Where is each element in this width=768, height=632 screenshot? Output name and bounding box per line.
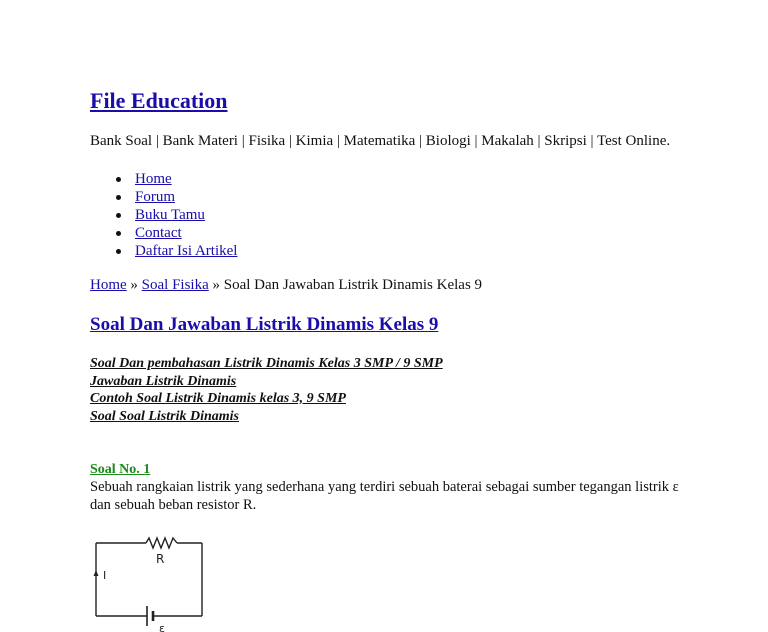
keyword-link[interactable]: Soal Soal Listrik Dinamis xyxy=(90,408,239,424)
site-title-link[interactable]: File Education xyxy=(90,88,228,113)
circuit-wires xyxy=(96,538,202,616)
breadcrumb-separator: » xyxy=(208,277,224,293)
nav-link-buku-tamu[interactable]: Buku Tamu xyxy=(135,207,205,223)
breadcrumb xyxy=(90,277,482,294)
nav-item-home xyxy=(90,170,237,188)
breadcrumb-current: Soal Dan Jawaban Listrik Dinamis Kelas 9 xyxy=(223,277,483,293)
article-title-link[interactable]: Soal Dan Jawaban Listrik Dinamis Kelas 9 xyxy=(90,314,439,335)
keyword-link[interactable]: Soal Dan pembahasan Listrik Dinamis Kelas 3 SMP / 9 SMP xyxy=(90,356,443,371)
nav-item-daftar-isi xyxy=(90,242,237,260)
resistor-symbol xyxy=(146,538,177,548)
circuit-diagram xyxy=(90,532,220,632)
source-label: ε xyxy=(159,622,165,632)
nav-link-forum[interactable]: Forum xyxy=(135,189,176,205)
resistor-label: R xyxy=(156,552,165,566)
bullet-icon xyxy=(116,249,121,254)
current-label: I xyxy=(103,569,107,582)
breadcrumb-category-link[interactable]: Soal Fisika xyxy=(141,277,209,293)
keyword-link[interactable]: Contoh Soal Listrik Dinamis kelas 3, 9 SMP xyxy=(90,391,346,406)
main-nav xyxy=(90,170,237,260)
current-arrow-icon xyxy=(94,570,99,576)
battery-symbol xyxy=(147,606,153,626)
question-text: Sebuah rangkaian listrik yang sederhana yang terdiri sebuah baterai sebagai sumber tegangan listrik ε dan sebuah beban resistor R. xyxy=(90,479,679,513)
bullet-icon xyxy=(116,177,121,182)
bullet-icon xyxy=(116,195,121,200)
bullet-icon xyxy=(116,213,121,218)
question-heading: Soal No. 1 xyxy=(90,462,151,477)
bullet-icon xyxy=(116,231,121,236)
nav-link-home[interactable]: Home xyxy=(135,171,172,187)
keyword-link[interactable]: Jawaban Listrik Dinamis xyxy=(90,373,237,389)
nav-link-contact[interactable]: Contact xyxy=(135,225,182,241)
nav-item-forum xyxy=(90,188,237,206)
site-tagline: Bank Soal | Bank Materi | Fisika | Kimia | Matematika | Biologi | Makalah | Skripsi | Test Online. xyxy=(90,133,671,149)
nav-item-buku-tamu xyxy=(90,206,237,224)
breadcrumb-separator: » xyxy=(126,277,142,293)
keyword-list xyxy=(90,355,443,425)
nav-link-daftar-isi[interactable]: Daftar Isi Artikel xyxy=(135,243,238,259)
breadcrumb-home-link[interactable]: Home xyxy=(90,277,127,293)
nav-item-contact xyxy=(90,224,237,242)
